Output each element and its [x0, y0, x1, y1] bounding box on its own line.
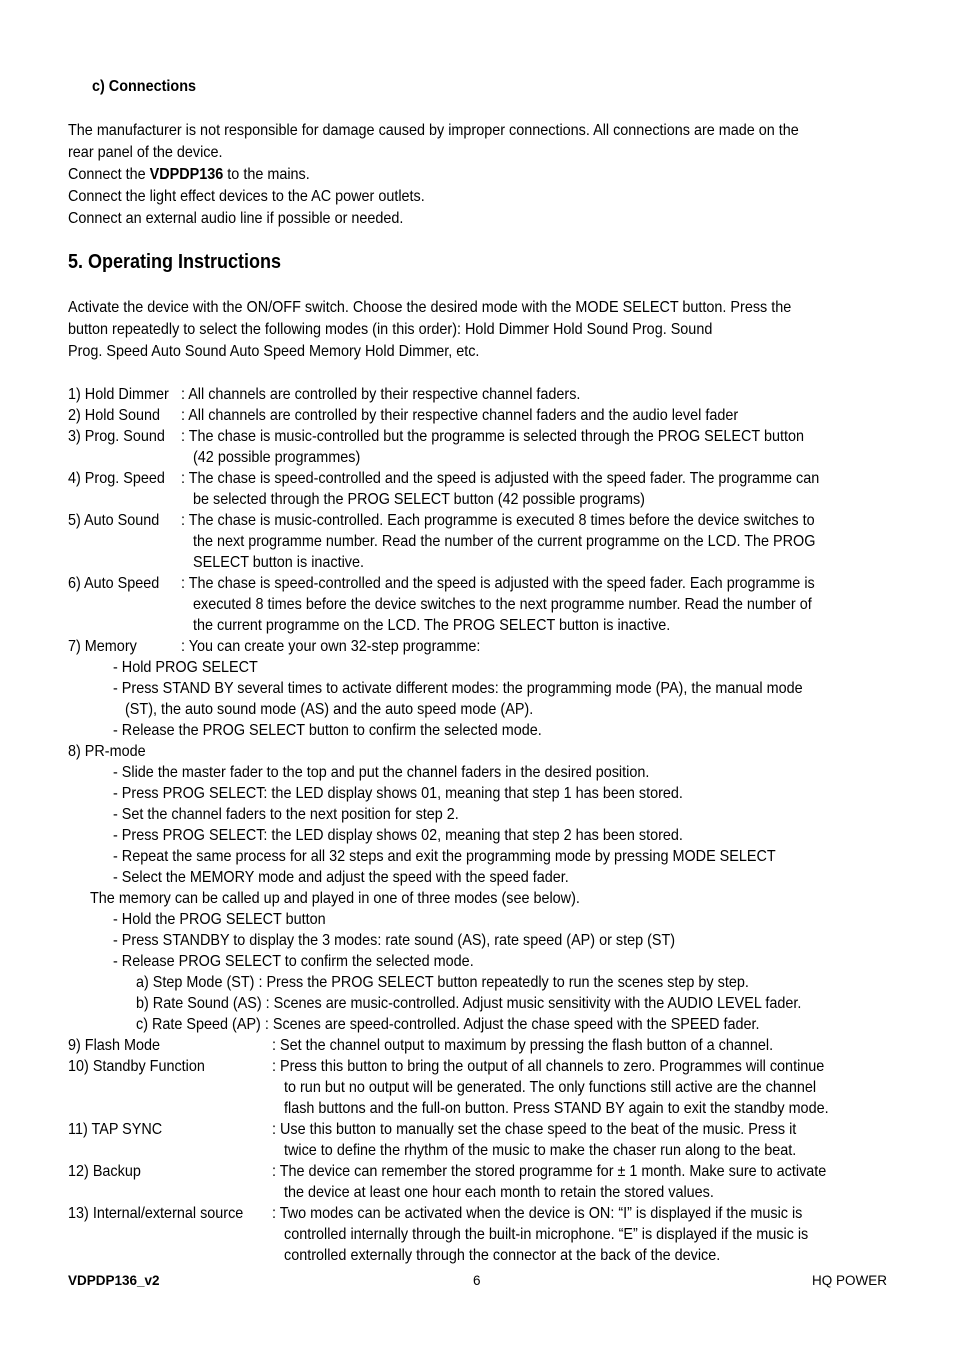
function-text: flash buttons and the full-on button. Press STAND BY again to exit the standby mode.	[284, 1100, 829, 1117]
list-item: - Hold PROG SELECT	[113, 659, 258, 676]
mode-text: : The chase is music-controlled but the programme is selected through the PROG SELECT button	[181, 428, 804, 445]
sub-list-item: c) Rate Speed (AP) : Scenes are speed-controlled. Adjust the chase speed with the SPEED fader.	[136, 1016, 760, 1033]
list-item: - Hold the PROG SELECT button	[113, 911, 326, 928]
mode-text: : All channels are controlled by their respective channel faders.	[181, 386, 581, 403]
function-label: 13) Internal/external source	[68, 1205, 244, 1222]
mode-text: (42 possible programmes)	[193, 449, 361, 466]
mode-text: : The chase is music-controlled. Each programme is executed 8 times before the device switches to	[181, 512, 815, 529]
list-item: - Press PROG SELECT: the LED display shows 01, meaning that step 1 has been stored.	[113, 785, 683, 802]
mode-text: : The chase is speed-controlled and the speed is adjusted with the speed fader. Each programme is	[181, 575, 815, 592]
connections-paragraph: rear panel of the device.	[68, 144, 223, 161]
list-item: - Press STAND BY several times to activate different modes: the programming mode (PA), the manual mode	[113, 680, 803, 697]
list-item: (ST), the auto sound mode (AS) and the auto speed mode (AP).	[125, 701, 534, 718]
intro-paragraph: Prog. Speed Auto Sound Auto Speed Memory Hold Dimmer, etc.	[68, 343, 480, 360]
mode-label: 5) Auto Sound	[68, 512, 160, 529]
mode-label: 7) Memory	[68, 638, 137, 655]
list-item: - Press PROG SELECT: the LED display shows 02, meaning that step 2 has been stored.	[113, 827, 683, 844]
function-text: the device at least one hour each month to retain the stored values.	[284, 1184, 714, 1201]
list-item: - Release PROG SELECT to confirm the selected mode.	[113, 953, 474, 970]
mode-label: 2) Hold Sound	[68, 407, 161, 424]
function-label: 12) Backup	[68, 1163, 141, 1180]
connections-paragraph: Connect the light effect devices to the AC power outlets.	[68, 188, 425, 205]
memory-intro: The memory can be called up and played in one of three modes (see below).	[90, 890, 580, 907]
list-item: - Repeat the same process for all 32 steps and exit the programming mode by pressing MODE SELECT	[113, 848, 776, 865]
mode-text: : All channels are controlled by their respective channel faders and the audio level fader	[181, 407, 739, 424]
intro-paragraph: button repeatedly to select the following modes (in this order): Hold Dimmer Hold Sound Prog. Sound	[68, 321, 713, 338]
function-text: controlled externally through the connector at the back of the device.	[284, 1247, 721, 1264]
function-text: controlled internally through the built-in microphone. “E” is displayed if the music is	[284, 1226, 809, 1243]
mode-text: SELECT button is inactive.	[193, 554, 365, 571]
connections-paragraph: The manufacturer is not responsible for damage caused by improper connections. All connections are made on the	[68, 122, 799, 139]
mode-label: 3) Prog. Sound	[68, 428, 165, 445]
mode-text: : The chase is speed-controlled and the speed is adjusted with the speed fader. The programme can	[181, 470, 820, 487]
function-text: twice to define the rhythm of the music to make the chaser run along to the beat.	[284, 1142, 797, 1159]
list-item: - Set the channel faders to the next position for step 2.	[113, 806, 459, 823]
function-text: : Use this button to manually set the chase speed to the beat of the music. Press it	[272, 1121, 797, 1138]
function-label: 11) TAP SYNC	[68, 1121, 163, 1138]
footer-doc-id: VDPDP136_v2	[68, 1273, 160, 1288]
connections-heading: c) Connections	[92, 78, 197, 95]
mode-text: executed 8 times before the device switches to the next programme number. Read the number of	[193, 596, 812, 613]
function-label: 9) Flash Mode	[68, 1037, 161, 1054]
list-item: - Slide the master fader to the top and put the channel faders in the desired position.	[113, 764, 650, 781]
footer-page-number: 6	[473, 1273, 481, 1288]
sub-list-item: a) Step Mode (ST) : Press the PROG SELECT button repeatedly to run the scenes step by step.	[136, 974, 749, 991]
list-item: - Select the MEMORY mode and adjust the speed with the speed fader.	[113, 869, 569, 886]
mode-label: 4) Prog. Speed	[68, 470, 165, 487]
mode-label: 8) PR-mode	[68, 743, 146, 760]
footer-brand: HQ POWER	[812, 1273, 888, 1288]
function-text: : Press this button to bring the output of all channels to zero. Programmes will continue	[272, 1058, 825, 1075]
mode-text: be selected through the PROG SELECT button (42 possible programs)	[193, 491, 645, 508]
function-text: : Set the channel output to maximum by pressing the flash button of a channel.	[272, 1037, 774, 1054]
mode-label: 6) Auto Speed	[68, 575, 160, 592]
model-name: VDPDP136	[149, 166, 224, 183]
sub-list-item: b) Rate Sound (AS) : Scenes are music-controlled. Adjust music sensitivity with the AUDIO LEVEL fader.	[136, 995, 802, 1012]
mode-text: the current programme on the LCD. The PROG SELECT button is inactive.	[193, 617, 671, 634]
mode-text: the next programme number. Read the number of the current programme on the LCD. The PROG	[193, 533, 816, 550]
function-text: : Two modes can be activated when the device is ON: “I” is displayed if the music is	[272, 1205, 803, 1222]
function-text: to run but no output will be generated. The only functions still active are the channel	[284, 1079, 817, 1096]
section-heading: 5. Operating Instructions	[68, 251, 282, 273]
mode-label: 1) Hold Dimmer	[68, 386, 169, 403]
connections-paragraph: Connect an external audio line if possible or needed.	[68, 210, 404, 227]
connections-paragraph: Connect the VDPDP136 to the mains.	[68, 166, 310, 183]
intro-paragraph: Activate the device with the ON/OFF switch. Choose the desired mode with the MODE SELECT button. Press the	[68, 299, 792, 316]
list-item: - Release the PROG SELECT button to confirm the selected mode.	[113, 722, 542, 739]
function-text: : The device can remember the stored programme for ± 1 month. Make sure to activate	[272, 1163, 827, 1180]
list-item: - Press STANDBY to display the 3 modes: rate sound (AS), rate speed (AP) or step (ST)	[113, 932, 676, 949]
function-label: 10) Standby Function	[68, 1058, 205, 1075]
mode-text: : You can create your own 32-step programme:	[181, 638, 481, 655]
